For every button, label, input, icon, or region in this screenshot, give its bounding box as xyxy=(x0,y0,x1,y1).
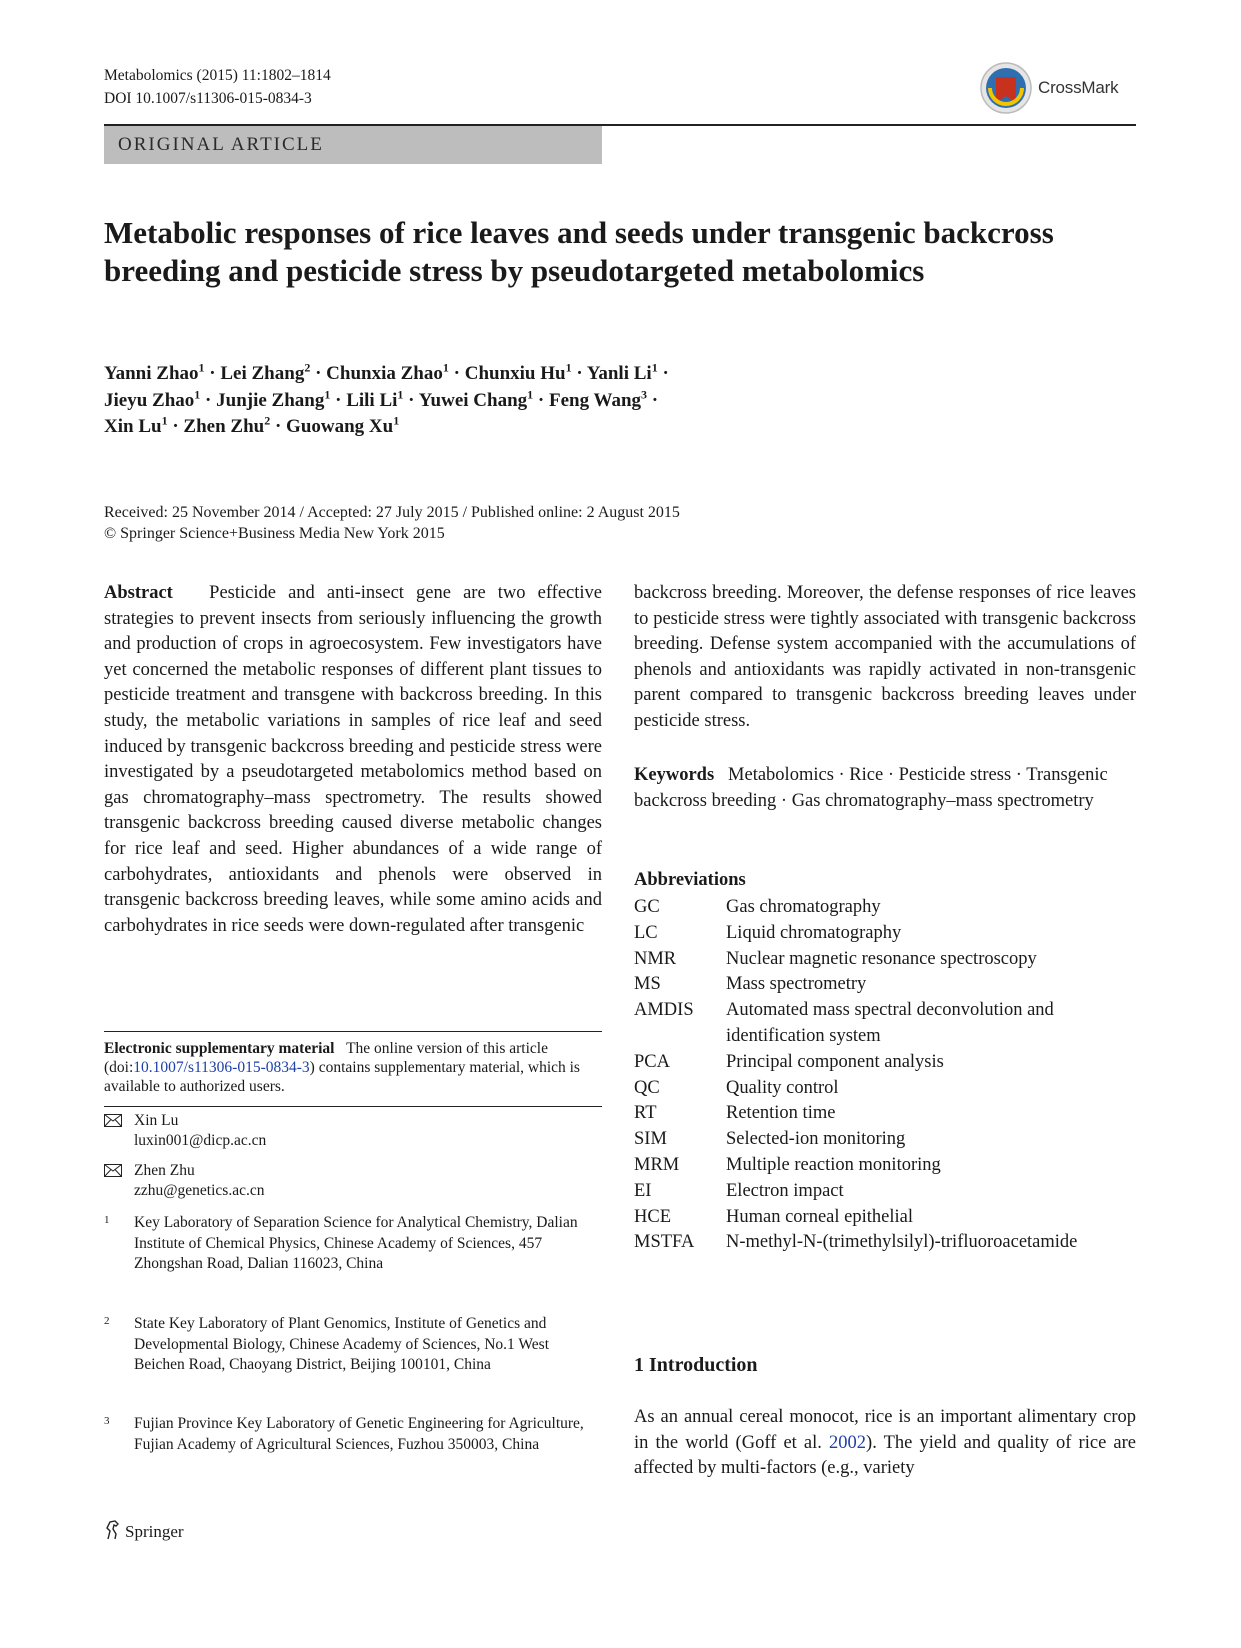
author-list: Yanni Zhao$^1$ · Lei Zhang$^2$ · Chunxia Zhao$^1$ · Chunxiu $Hu^1$ · Yanli $Li^1$ · Jieyu Zhao$^1$ · Junjie Zhang$^1$ · Lili $Li^1$ · Yuwei Chang$^1$ · Feng Wang$^3$ · Xin $Lu^1$ · Zhen Zhu$^2$ · Guowang Xu$^1$ xyxy=(104,360,669,437)
contact-email[interactable]: zzhu@genetics.ac.cn xyxy=(134,1182,265,1199)
footnote-rule xyxy=(104,1031,602,1032)
abbreviation-row: AMDIS Automated mass spectral deconvolution and identification system xyxy=(634,1000,1054,1046)
author[interactable]: Guowang Xu$^1$ xyxy=(286,413,400,437)
author[interactable]: Jieyu Zhao$^1$ xyxy=(104,387,201,411)
envelope-icon xyxy=(104,1164,122,1177)
author[interactable]: Chunxiu Hu$^1$ xyxy=(464,360,572,384)
author[interactable]: Chunxia Zhao$^1$ xyxy=(326,360,449,384)
section-heading-introduction: 1 Introduction xyxy=(634,1354,758,1376)
abbreviations-list xyxy=(634,895,1154,1256)
abstract-heading: Abstract xyxy=(104,583,173,603)
contact-entry xyxy=(104,1111,602,1153)
article-type: ORIGINAL ARTICLE xyxy=(118,134,324,155)
abbreviations-heading: Abbreviations xyxy=(634,870,746,890)
contact-email[interactable]: luxin001@dicp.ac.cn xyxy=(134,1132,267,1149)
abstract xyxy=(104,581,602,939)
journal-line: Metabolomics (2015) 11:1802–1814 xyxy=(104,67,331,84)
contact-name: Xin Lu xyxy=(134,1112,179,1129)
author[interactable]: Yanni Zhao$^1$ xyxy=(104,360,205,384)
abbreviation-row: MS Mass spectrometry xyxy=(634,974,867,995)
abbreviation-row: QC Quality control xyxy=(634,1077,839,1098)
abbreviation-row: EI Electron impact xyxy=(634,1180,844,1201)
publisher-name: Springer xyxy=(125,1522,184,1541)
crossmark-badge[interactable] xyxy=(979,61,1119,115)
abbreviation-row: RT Retention time xyxy=(634,1103,836,1124)
contact-rule xyxy=(104,1106,602,1107)
introduction-text: As an annual cereal monocot, rice is an important alimentary crop in the world (Goff et al. 2002). The yield and quality of rice are affected by multi-factors (e.g., variety xyxy=(634,1407,1136,1479)
abbreviation-row: PCA Principal component analysis xyxy=(634,1051,944,1072)
publisher-footer xyxy=(104,1520,184,1542)
doi-line: DOI 10.1007/s11306-015-0834-3 xyxy=(104,90,312,107)
springer-horse-icon xyxy=(104,1520,121,1540)
author[interactable]: Zhen Zhu$^2$ xyxy=(183,413,271,437)
author[interactable]: Junjie Zhang$^1$ xyxy=(216,387,331,411)
article-dates xyxy=(104,502,1144,544)
supplementary-note: Electronic supplementary material The online version of this article (doi:10.1007/s11306-015-0834-3) contains supplementary material, which is available to authorized users. xyxy=(104,1040,580,1095)
abbreviation-row: MSTFA N-methyl-N-(trimethylsilyl)-trifluoroacetamide xyxy=(634,1232,1078,1253)
author[interactable]: Feng Wang$^3$ xyxy=(549,387,648,411)
affiliation-text: Key Laboratory of Separation Science for Analytical Chemistry, Dalian Institute of Chemical Physics, Chinese Academy of Sciences, 457 Zhongshan Road, Dalian 116023, China xyxy=(134,1214,578,1272)
affiliation-number: 1 xyxy=(104,1214,110,1226)
citation-link[interactable]: 2002 xyxy=(829,1432,867,1453)
esm-heading: Electronic supplementary material xyxy=(104,1040,335,1057)
crossmark-label: CrossMark xyxy=(1038,78,1119,97)
copyright: © Springer Science+Business Media New York 2015 xyxy=(104,525,445,542)
history-dates: Received: 25 November 2014 / Accepted: 27 July 2015 / Published online: 2 August 2015 xyxy=(104,504,680,521)
journal-citation xyxy=(104,64,331,110)
affiliation-text: State Key Laboratory of Plant Genomics, Institute of Genetics and Developmental Biology, Chinese Academy of Sciences, No.1 West Beichen Road, Chaoyang District, Beijing 100101, China xyxy=(134,1315,550,1373)
abbreviation-row: GC Gas chromatography xyxy=(634,897,881,917)
contact-name: Zhen Zhu xyxy=(134,1162,195,1179)
abbreviation-row: HCE Human corneal epithelial xyxy=(634,1206,913,1227)
contact-entry xyxy=(104,1161,602,1203)
article-title: Metabolic responses of rice leaves and seeds under transgenic backcross breeding and pesticide stress by pseudotargeted metabolomics xyxy=(104,215,1054,288)
abbreviation-row: LC Liquid chromatography xyxy=(634,922,902,943)
abbreviation-row: SIM Selected-ion monitoring xyxy=(634,1129,906,1150)
affiliation-number: 3 xyxy=(104,1415,110,1427)
article-type-banner xyxy=(104,126,602,164)
keywords-text: Metabolomics · Rice · Pesticide stress · Transgenic backcross breeding · Gas chromatography–mass spectrometry xyxy=(634,765,1108,811)
abstract-text: Pesticide and anti-insect gene are two effective strategies to prevent insects from seriously influencing the growth and production of crops in agroecosystem. Few investigators have yet concerned the metabolic responses of different plant tissues to pesticide treatment and transgene with backcross breeding. In this study, the metabolic variations in samples of rice leaf and seed induced by transgenic backcross breeding and pesticide stress were investigated by a pseudotargeted metabolomics method based on gas chromatography–mass spectrometry. The results showed transgenic backcross breeding caused diverse metabolic changes for rice leaf and seed. Higher abundances of a wide range of carbohydrates, antioxidants and phenols were observed in transgenic backcross breeding leaves, while some amino acids and carbohydrates in rice seeds were down-regulated after transgenic xyxy=(104,583,602,936)
author[interactable]: Lei Zhang$^2$ xyxy=(220,360,311,384)
abbreviation-row: MRM Multiple reaction monitoring xyxy=(634,1154,941,1175)
affiliation-text: Fujian Province Key Laboratory of Genetic Engineering for Agriculture, Fujian Academy of Agricultural Sciences, Fuzhou 350003, China xyxy=(134,1415,584,1453)
abstract-text-continued: backcross breeding. Moreover, the defense responses of rice leaves to pesticide stress were tightly associated with transgenic backcross breeding. Defense system accompanied with the accumulations of phenols and antioxidants was rapidly activated in non-transgenic parent compared to transgenic backcross breeding leaves under pesticide stress. xyxy=(634,583,1136,731)
abbreviation-row: NMR Nuclear magnetic resonance spectroscopy xyxy=(634,948,1037,969)
author[interactable]: Lili Li$^1$ xyxy=(346,387,404,411)
abstract-continued xyxy=(634,581,1136,735)
crossmark-icon xyxy=(979,61,1033,115)
author[interactable]: Yuwei Chang$^1$ xyxy=(418,387,534,411)
affiliation-number: 2 xyxy=(104,1315,110,1327)
author[interactable]: Xin Lu$^1$ xyxy=(104,413,168,437)
keywords xyxy=(634,763,1136,814)
envelope-icon xyxy=(104,1114,122,1127)
keywords-heading: Keywords xyxy=(634,765,715,785)
doi-link[interactable]: 10.1007/s11306-015-0834-3 xyxy=(133,1059,310,1076)
author[interactable]: Yanli Li$^1$ xyxy=(586,360,658,384)
